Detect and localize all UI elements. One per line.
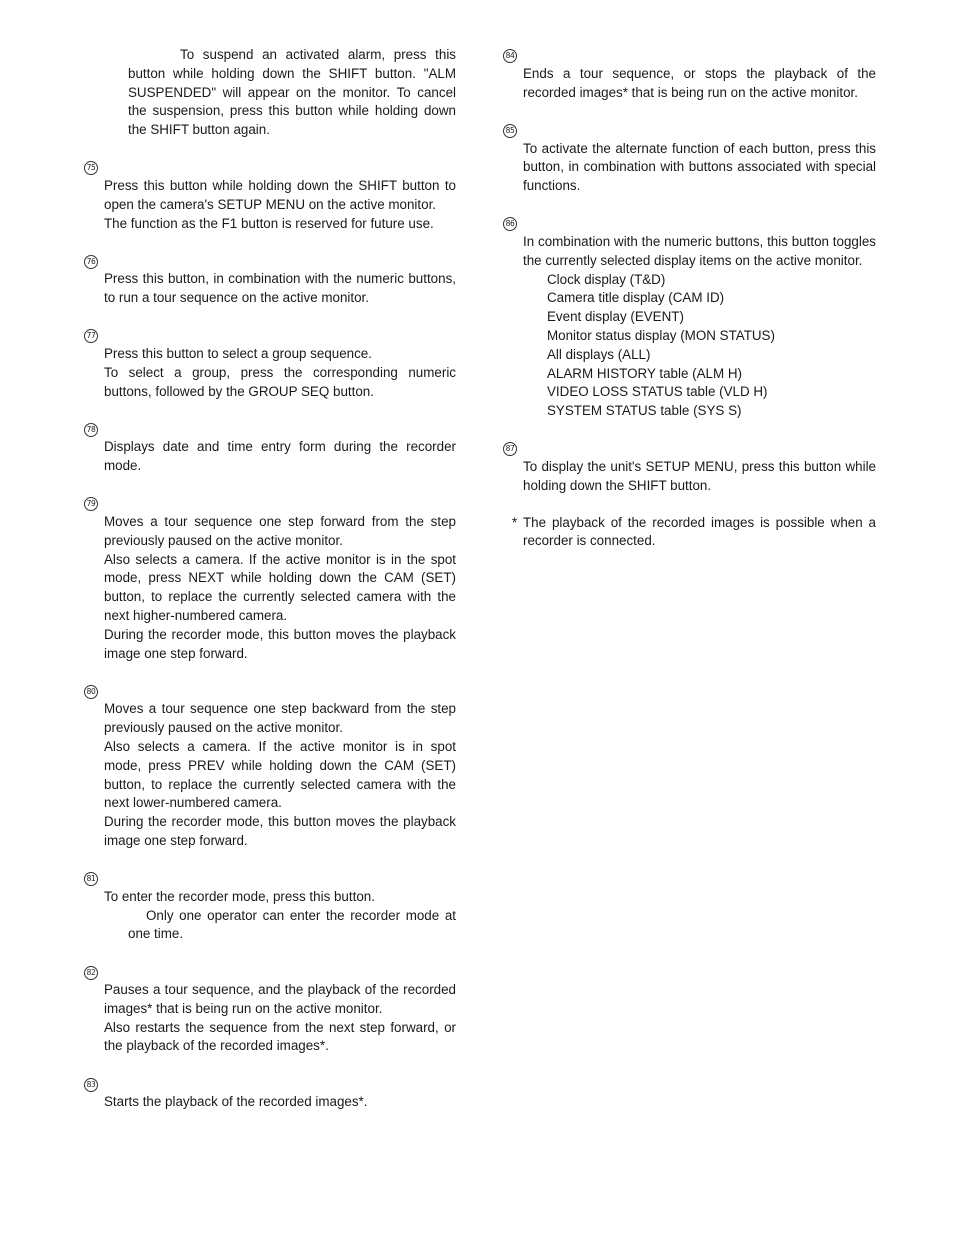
item-78 bbox=[84, 419, 456, 476]
item-paragraph: Moves a tour sequence one step backward from the step previously paused on the active monitor. bbox=[104, 701, 456, 736]
item-82 bbox=[84, 962, 456, 1056]
item-number-badge: 83 bbox=[84, 1078, 98, 1092]
item-paragraph: Moves a tour sequence one step forward from the step previously paused on the active monitor. bbox=[104, 513, 456, 548]
display-option: SYSTEM STATUS table (SYS S) bbox=[547, 403, 742, 419]
item-number-badge: 87 bbox=[503, 442, 517, 456]
display-option: ALARM HISTORY table (ALM H) bbox=[547, 365, 742, 381]
item-paragraph: During the recorder mode, this button moves the playback image one step forward. bbox=[104, 814, 456, 848]
item-paragraph: Pauses a tour sequence, and the playback of the recorded images* that is being run on the active monitor. bbox=[104, 982, 456, 1016]
item-76 bbox=[84, 251, 456, 308]
item-paragraph: To activate the alternate function of each button, press this button, in combination with buttons associated with special functions. bbox=[523, 140, 876, 194]
alarm-suspend-body: To suspend an activated alarm, press this button while holding down the SHIFT button. "ALM SUSPENDED" will appear on the monitor. To cancel the suspension, press this button while holding down the SHIFT button again. bbox=[128, 47, 456, 138]
item-number-badge: 81 bbox=[84, 872, 98, 886]
item-note-text: Only one operator can enter the recorder mode at one time. bbox=[128, 907, 456, 942]
item-84 bbox=[503, 46, 876, 103]
display-options-list bbox=[523, 271, 876, 421]
left-column bbox=[84, 46, 456, 1130]
display-option: VIDEO LOSS STATUS table (VLD H) bbox=[547, 384, 768, 400]
item-number-badge: 76 bbox=[84, 255, 98, 269]
display-option: Camera title display (CAM ID) bbox=[547, 290, 725, 306]
footnote-mark: * bbox=[512, 514, 518, 530]
item-85 bbox=[503, 121, 876, 196]
item-80 bbox=[84, 681, 456, 850]
item-number-badge: 77 bbox=[84, 329, 98, 343]
item-paragraph: To select a group, press the corresponding numeric buttons, followed by the GROUP SEQ button. bbox=[104, 364, 456, 399]
footnote-text: The playback of the recorded images is possible when a recorder is connected. bbox=[523, 514, 876, 549]
display-option: Clock display (T&D) bbox=[547, 271, 666, 287]
footnote bbox=[503, 514, 876, 552]
item-paragraph: Press this button to select a group sequence. bbox=[104, 345, 372, 361]
item-81 bbox=[84, 869, 456, 944]
item-75 bbox=[84, 158, 456, 233]
item-paragraph: Press this button, in combination with the numeric buttons, to run a tour sequence on the active monitor. bbox=[104, 271, 456, 306]
item-paragraph: In combination with the numeric buttons, this button toggles the currently selected display items on the active monitor. bbox=[523, 233, 876, 268]
right-column bbox=[503, 46, 876, 551]
item-79 bbox=[84, 494, 456, 663]
item-number-badge: 80 bbox=[84, 685, 98, 699]
item-paragraph: During the recorder mode, this button moves the playback image one step forward. bbox=[104, 626, 456, 661]
item-paragraph: To enter the recorder mode, press this button. bbox=[104, 888, 375, 904]
item-number-badge: 75 bbox=[84, 161, 98, 175]
item-paragraph: Also selects a camera. If the active monitor is in the spot mode, press NEXT while holding down the CAM (SET) button, to replace the currently selected camera with the next higher-numbered camera. bbox=[104, 551, 456, 623]
item-83 bbox=[84, 1074, 456, 1112]
item-paragraph: Also restarts the sequence from the next step forward, or the playback of the recorded images*. bbox=[104, 1019, 456, 1054]
item-77 bbox=[84, 326, 456, 401]
item-paragraph: Ends a tour sequence, or stops the playback of the recorded images* that is being run on the active monitor. bbox=[523, 66, 876, 100]
left-item-list bbox=[84, 158, 456, 1130]
item-number-badge: 85 bbox=[503, 124, 517, 138]
alarm-suspend-text bbox=[84, 46, 456, 140]
item-86 bbox=[503, 214, 876, 421]
item-paragraph: Displays date and time entry form during the recorder mode. bbox=[104, 439, 456, 474]
item-number-badge: 82 bbox=[84, 966, 98, 980]
item-note bbox=[104, 907, 456, 945]
item-number-badge: 79 bbox=[84, 497, 98, 511]
item-paragraph: The function as the F1 button is reserved for future use. bbox=[104, 215, 434, 231]
display-option: Monitor status display (MON STATUS) bbox=[547, 327, 775, 343]
item-paragraph: Also selects a camera. If the active monitor is in spot mode, press PREV while holding down the CAM (SET) button, to replace the currently selected camera with the next lower-numbered camera. bbox=[104, 738, 456, 811]
item-paragraph: To display the unit's SETUP MENU, press this button while holding down the SHIFT button. bbox=[523, 458, 876, 493]
display-option: All displays (ALL) bbox=[547, 346, 651, 362]
item-paragraph: Starts the playback of the recorded images*. bbox=[104, 1094, 368, 1110]
display-option: Event display (EVENT) bbox=[547, 309, 684, 325]
item-87 bbox=[503, 439, 876, 496]
right-item-list bbox=[503, 46, 876, 514]
item-number-badge: 84 bbox=[503, 49, 517, 63]
item-paragraph: Press this button while holding down the SHIFT button to open the camera's SETUP MENU on the active monitor. bbox=[104, 177, 456, 212]
item-number-badge: 78 bbox=[84, 423, 98, 437]
item-number-badge: 86 bbox=[503, 217, 517, 231]
